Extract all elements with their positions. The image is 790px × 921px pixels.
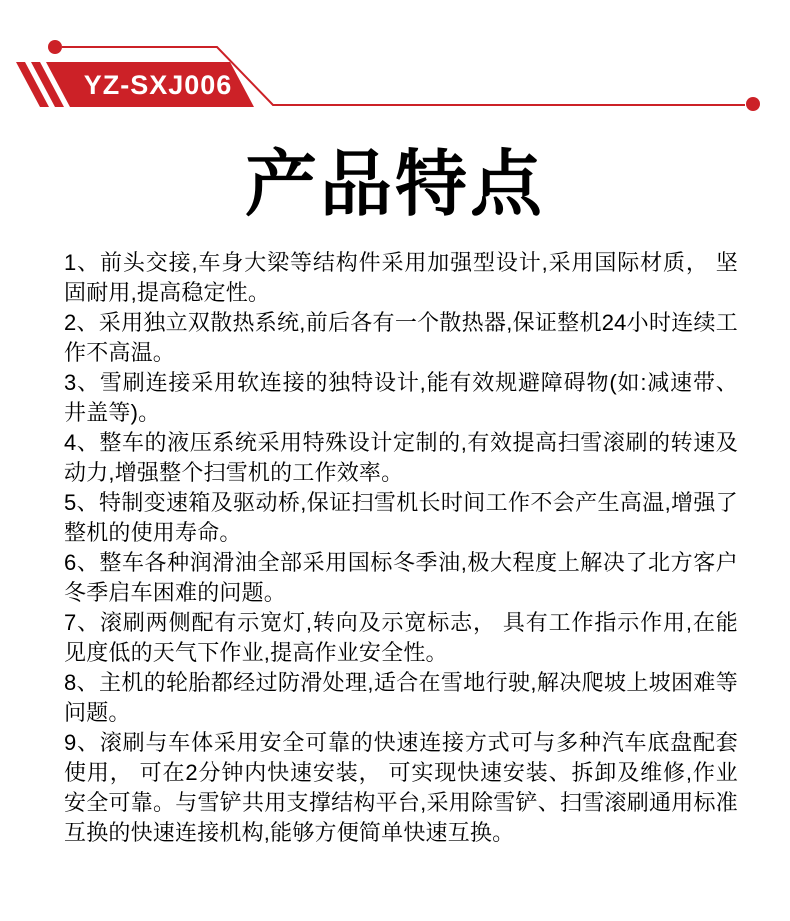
feature-item-5: 5、特制变速箱及驱动桥,保证扫雪机长时间工作不会产生高温,增强了整机的使用寿命。 bbox=[64, 490, 738, 545]
accent-dot-left bbox=[48, 40, 62, 54]
feature-item-7: 7、滚刷两侧配有示宽灯,转向及示宽标志， 具有工作指示作用,在能见度低的天气下作业,提高作业安全性。 bbox=[64, 610, 738, 665]
badge-model-label: YZ-SXJ006 bbox=[83, 70, 233, 100]
feature-item-1: 1、前头交接,车身大梁等结构件采用加强型设计,采用国际材质， 坚固耐用,提高稳定性。 bbox=[64, 250, 738, 305]
page-title: 产品特点 bbox=[244, 145, 545, 225]
feature-item-9: 9、滚刷与车体采用安全可靠的快速连接方式可与多种汽车底盘配套使用， 可在2分钟内快速安装， 可实现快速安装、拆卸及维修,作业安全可靠。与雪铲共用支撑结构平台,采用除雪铲、扫雪滚刷通用标准互换的快速连接机构,能够方便简单快速互换。 bbox=[64, 730, 738, 845]
features-list bbox=[0, 248, 790, 848]
header-decoration bbox=[0, 0, 790, 125]
feature-item-4: 4、整车的液压系统采用特殊设计定制的,有效提高扫雪滚刷的转速及动力,增强整个扫雪机的工作效率。 bbox=[64, 430, 738, 485]
feature-item-6: 6、整车各种润滑油全部采用国标冬季油,极大程度上解决了北方客户冬季启车困难的问题。 bbox=[64, 550, 738, 605]
accent-dot-right bbox=[746, 97, 760, 111]
feature-item-8: 8、主机的轮胎都经过防滑处理,适合在雪地行驶,解决爬坡上坡困难等问题。 bbox=[64, 670, 738, 725]
feature-item-3: 3、雪刷连接采用软连接的独特设计,能有效规避障碍物(如:减速带、井盖等)。 bbox=[64, 370, 738, 425]
feature-item-2: 2、采用独立双散热系统,前后各有一个散热器,保证整机24小时连续工作不高温。 bbox=[64, 310, 738, 365]
